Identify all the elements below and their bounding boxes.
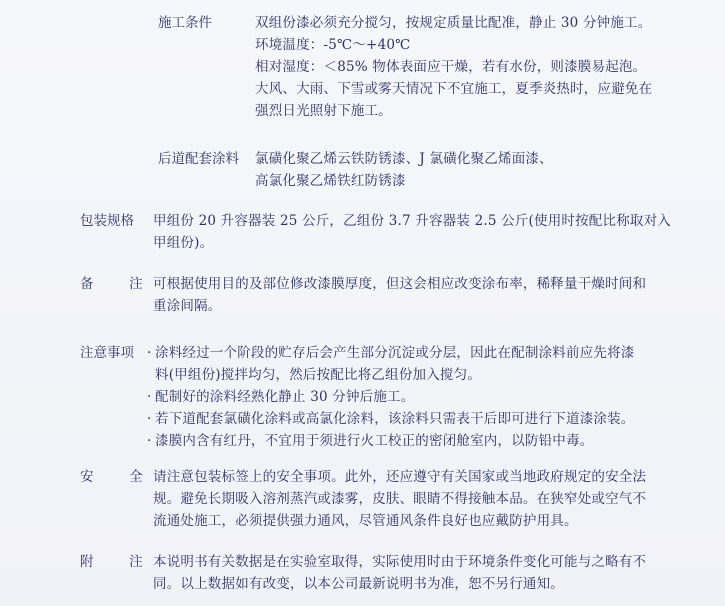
notes-item	[147, 386, 635, 408]
topcoat-line: 高氯化聚乙烯铁红防锈漆	[255, 173, 406, 189]
notes-item	[147, 342, 635, 386]
safety-label-text: 安 全	[80, 469, 152, 485]
safety-text	[153, 466, 646, 532]
remarks-line: 重涂间隔。	[153, 298, 222, 314]
safety-line: 请注意包装标签上的安全事项。此外，还应遵守有关国家或当地政府规定的安全法	[153, 469, 647, 485]
notes-line: 漆膜内含有红丹，不宜用于须进行火工校正的密闭舱室内，以防铅中毒。	[155, 433, 594, 449]
notes-label: 注意事项	[80, 345, 134, 361]
notes-list	[147, 342, 635, 452]
notes-item	[147, 408, 635, 430]
construction-line: 强烈日光照射下施工。	[255, 103, 392, 119]
appendix-line: 同。以上数据如有改变，以本公司最新说明书为准，恕不另行通知。	[153, 576, 564, 592]
bullet: ·	[147, 345, 152, 361]
topcoat-line: 氯磺化聚乙烯云铁防锈漆、J 氯磺化聚乙烯面漆、	[255, 151, 553, 167]
construction-line: 环境温度：-5℃～+40℃	[255, 37, 411, 53]
topcoat-label: 后道配套涂料	[158, 151, 239, 167]
packaging-text	[153, 210, 671, 254]
appendix-label-text: 附 注	[80, 554, 152, 570]
construction-line: 双组份漆必须充分搅匀，按规定质量比配准，静止 30 分钟施工。	[255, 15, 652, 31]
appendix-text	[153, 551, 646, 595]
safety-line: 流通处施工，必须提供强力通风，尽管通风条件良好也应戴防护用具。	[153, 513, 578, 529]
remarks-label	[80, 273, 152, 295]
construction-line: 相对湿度：＜85% 物体表面应干燥，若有水份，则漆膜易起泡。	[255, 59, 647, 75]
remarks-label-text: 备 注	[80, 276, 152, 292]
packaging-label: 包装规格	[80, 213, 134, 229]
safety-label	[80, 466, 152, 488]
bullet: ·	[147, 411, 152, 427]
notes-line: 料(甲组份)搅拌均匀，然后按配比将乙组份加入搅匀。	[155, 367, 482, 383]
appendix-line: 本说明书有关数据是在实验室取得，实际使用时由于环境条件变化可能与之略有不	[153, 554, 647, 570]
notes-line: 若下道配套氯磺化涂料或高氯化涂料，该涂料只需表干后即可进行下道漆涂装。	[155, 411, 635, 427]
safety-line: 规。避免长期吸入溶剂蒸汽或漆雾，皮肤、眼睛不得接触本品。在狭窄处或空气不	[153, 491, 647, 507]
notes-line: 配制好的涂料经熟化静止 30 分钟后施工。	[155, 389, 415, 405]
bullet: ·	[147, 433, 152, 449]
appendix-label	[80, 551, 152, 573]
construction-line: 大风、大雨、下雪或雾天情况下不宜施工，夏季炎热时，应避免在	[255, 81, 653, 97]
notes-line: 涂料经过一个阶段的贮存后会产生部分沉淀或分层，因此在配制涂料前应先将漆	[155, 345, 635, 361]
construction-label: 施工条件	[158, 15, 212, 31]
topcoat-text	[255, 148, 553, 192]
packaging-line: 甲组份 20 升容器装 25 公斤，乙组份 3.7 升容器装 2.5 公斤(使用时按配比称取对入	[153, 213, 671, 229]
construction-text	[255, 12, 652, 122]
remarks-text	[153, 273, 646, 317]
bullet: ·	[147, 389, 152, 405]
remarks-line: 可根据使用目的及部位修改漆膜厚度，但这会相应改变涂布率，稀释量干燥时间和	[153, 276, 647, 292]
packaging-line: 甲组份)。	[153, 235, 214, 251]
notes-item	[147, 430, 635, 452]
